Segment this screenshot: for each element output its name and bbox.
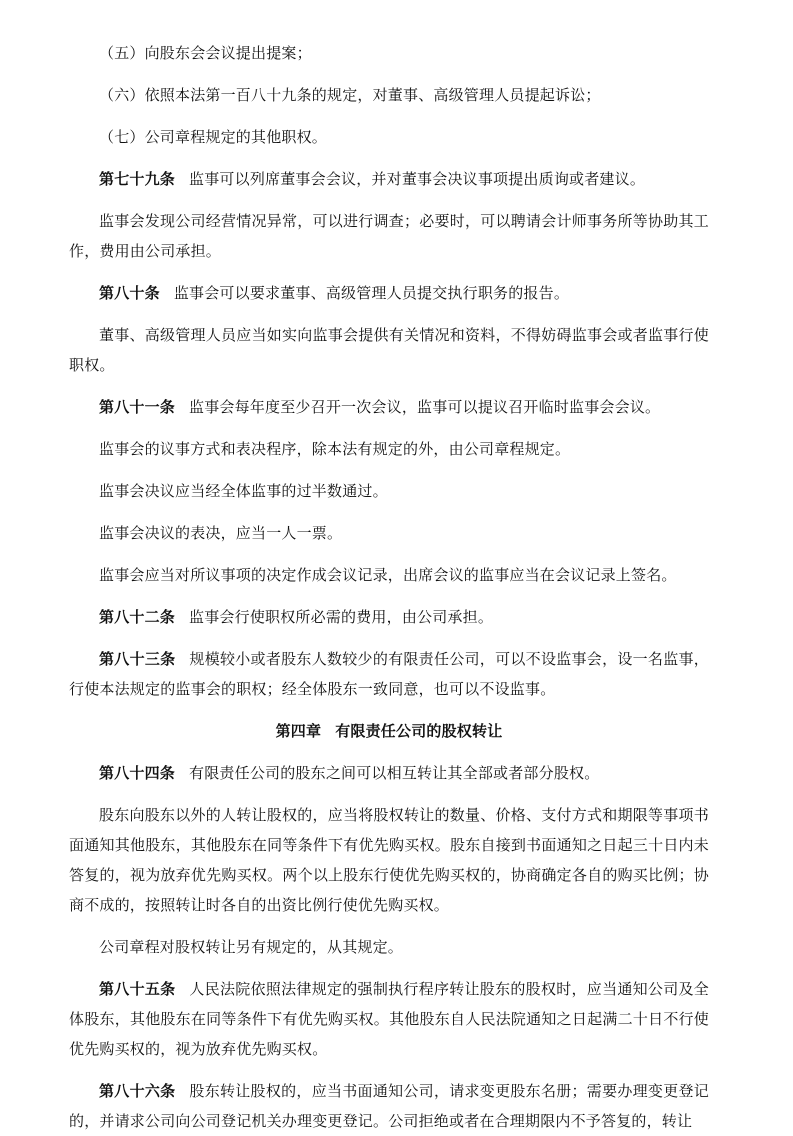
article-85 <box>69 974 709 1064</box>
article-81 <box>69 392 709 422</box>
article-number: 第八十五条 <box>99 980 176 998</box>
article-text: 有限责任公司的股东之间可以相互转让其全部或者部分股权。 <box>189 764 600 782</box>
article-text: 人民法院依照法律规定的强制执行程序转让股东的股权时，应当通知公司及全体股东，其他股东在同等条件下有优先购买权。其他股东自人民法院通知之日起满二十日不行使优先购买权的，视为放弃优先购买权。 <box>69 980 709 1058</box>
article-text: 监事会每年度至少召开一次会议，监事可以提议召开临时监事会会议。 <box>189 398 661 416</box>
article-text: 股东转让股权的，应当书面通知公司，请求变更股东名册；需要办理变更登记的，并请求公司向公司登记机关办理变更登记。公司拒绝或者在合理期限内不予答复的，转让 <box>69 1082 709 1130</box>
article-number: 第八十一条 <box>99 398 176 416</box>
paragraph: 股东向股东以外的人转让股权的，应当将股权转让的数量、价格、支付方式和期限等事项书面通知其他股东，其他股东在同等条件下有优先购买权。股东自接到书面通知之日起三十日内未答复的，视为放弃优先购买权。两个以上股东行使优先购买权的，协商确定各自的购买比例；协商不成的，按照转让时各自的出资比例行使优先购买权。 <box>69 806 709 914</box>
paragraph: 监事会决议应当经全体监事的过半数通过。 <box>99 482 388 500</box>
article-text: 监事可以列席董事会会议，并对董事会决议事项提出质询或者建议。 <box>189 170 646 188</box>
article-number: 第七十九条 <box>99 170 176 188</box>
chapter-title: 有限责任公司的股权转让 <box>335 722 503 740</box>
paragraph: 监事会发现公司经营情况异常，可以进行调查；必要时，可以聘请会计师事务所等协助其工作，费用由公司承担。 <box>69 212 709 260</box>
article-84 <box>69 758 709 788</box>
article-number: 第八十四条 <box>99 764 176 782</box>
article-text: 监事会行使职权所必需的费用，由公司承担。 <box>189 608 494 626</box>
article-79 <box>69 164 709 194</box>
article-number: 第八十二条 <box>99 608 176 626</box>
clause-5: （五）向股东会会议提出提案； <box>99 44 312 62</box>
paragraph: 监事会的议事方式和表决程序，除本法有规定的外，由公司章程规定。 <box>99 440 571 458</box>
clause-6: （六）依照本法第一百八十九条的规定，对董事、高级管理人员提起诉讼； <box>99 86 601 104</box>
article-82 <box>69 602 709 632</box>
chapter-number: 第四章 <box>275 722 322 740</box>
paragraph: 公司章程对股权转让另有规定的，从其规定。 <box>99 938 404 956</box>
paragraph: 监事会应当对所议事项的决定作成会议记录，出席会议的监事应当在会议记录上签名。 <box>99 566 677 584</box>
article-text: 监事会可以要求董事、高级管理人员提交执行职务的报告。 <box>173 284 570 302</box>
article-number: 第八十三条 <box>99 650 176 668</box>
article-86 <box>69 1076 709 1136</box>
article-83 <box>69 644 709 704</box>
article-text: 规模较小或者股东人数较少的有限责任公司，可以不设监事会，设一名监事，行使本法规定的监事会的职权；经全体股东一致同意，也可以不设监事。 <box>69 650 709 698</box>
paragraph: 监事会决议的表决，应当一人一票。 <box>99 524 343 542</box>
article-number: 第八十条 <box>99 284 160 302</box>
paragraph: 董事、高级管理人员应当如实向监事会提供有关情况和资料，不得妨碍监事会或者监事行使职权。 <box>69 326 709 374</box>
chapter-heading <box>69 716 709 746</box>
article-80 <box>69 278 709 308</box>
article-number: 第八十六条 <box>99 1082 176 1100</box>
clause-7: （七）公司章程规定的其他职权。 <box>99 128 328 146</box>
